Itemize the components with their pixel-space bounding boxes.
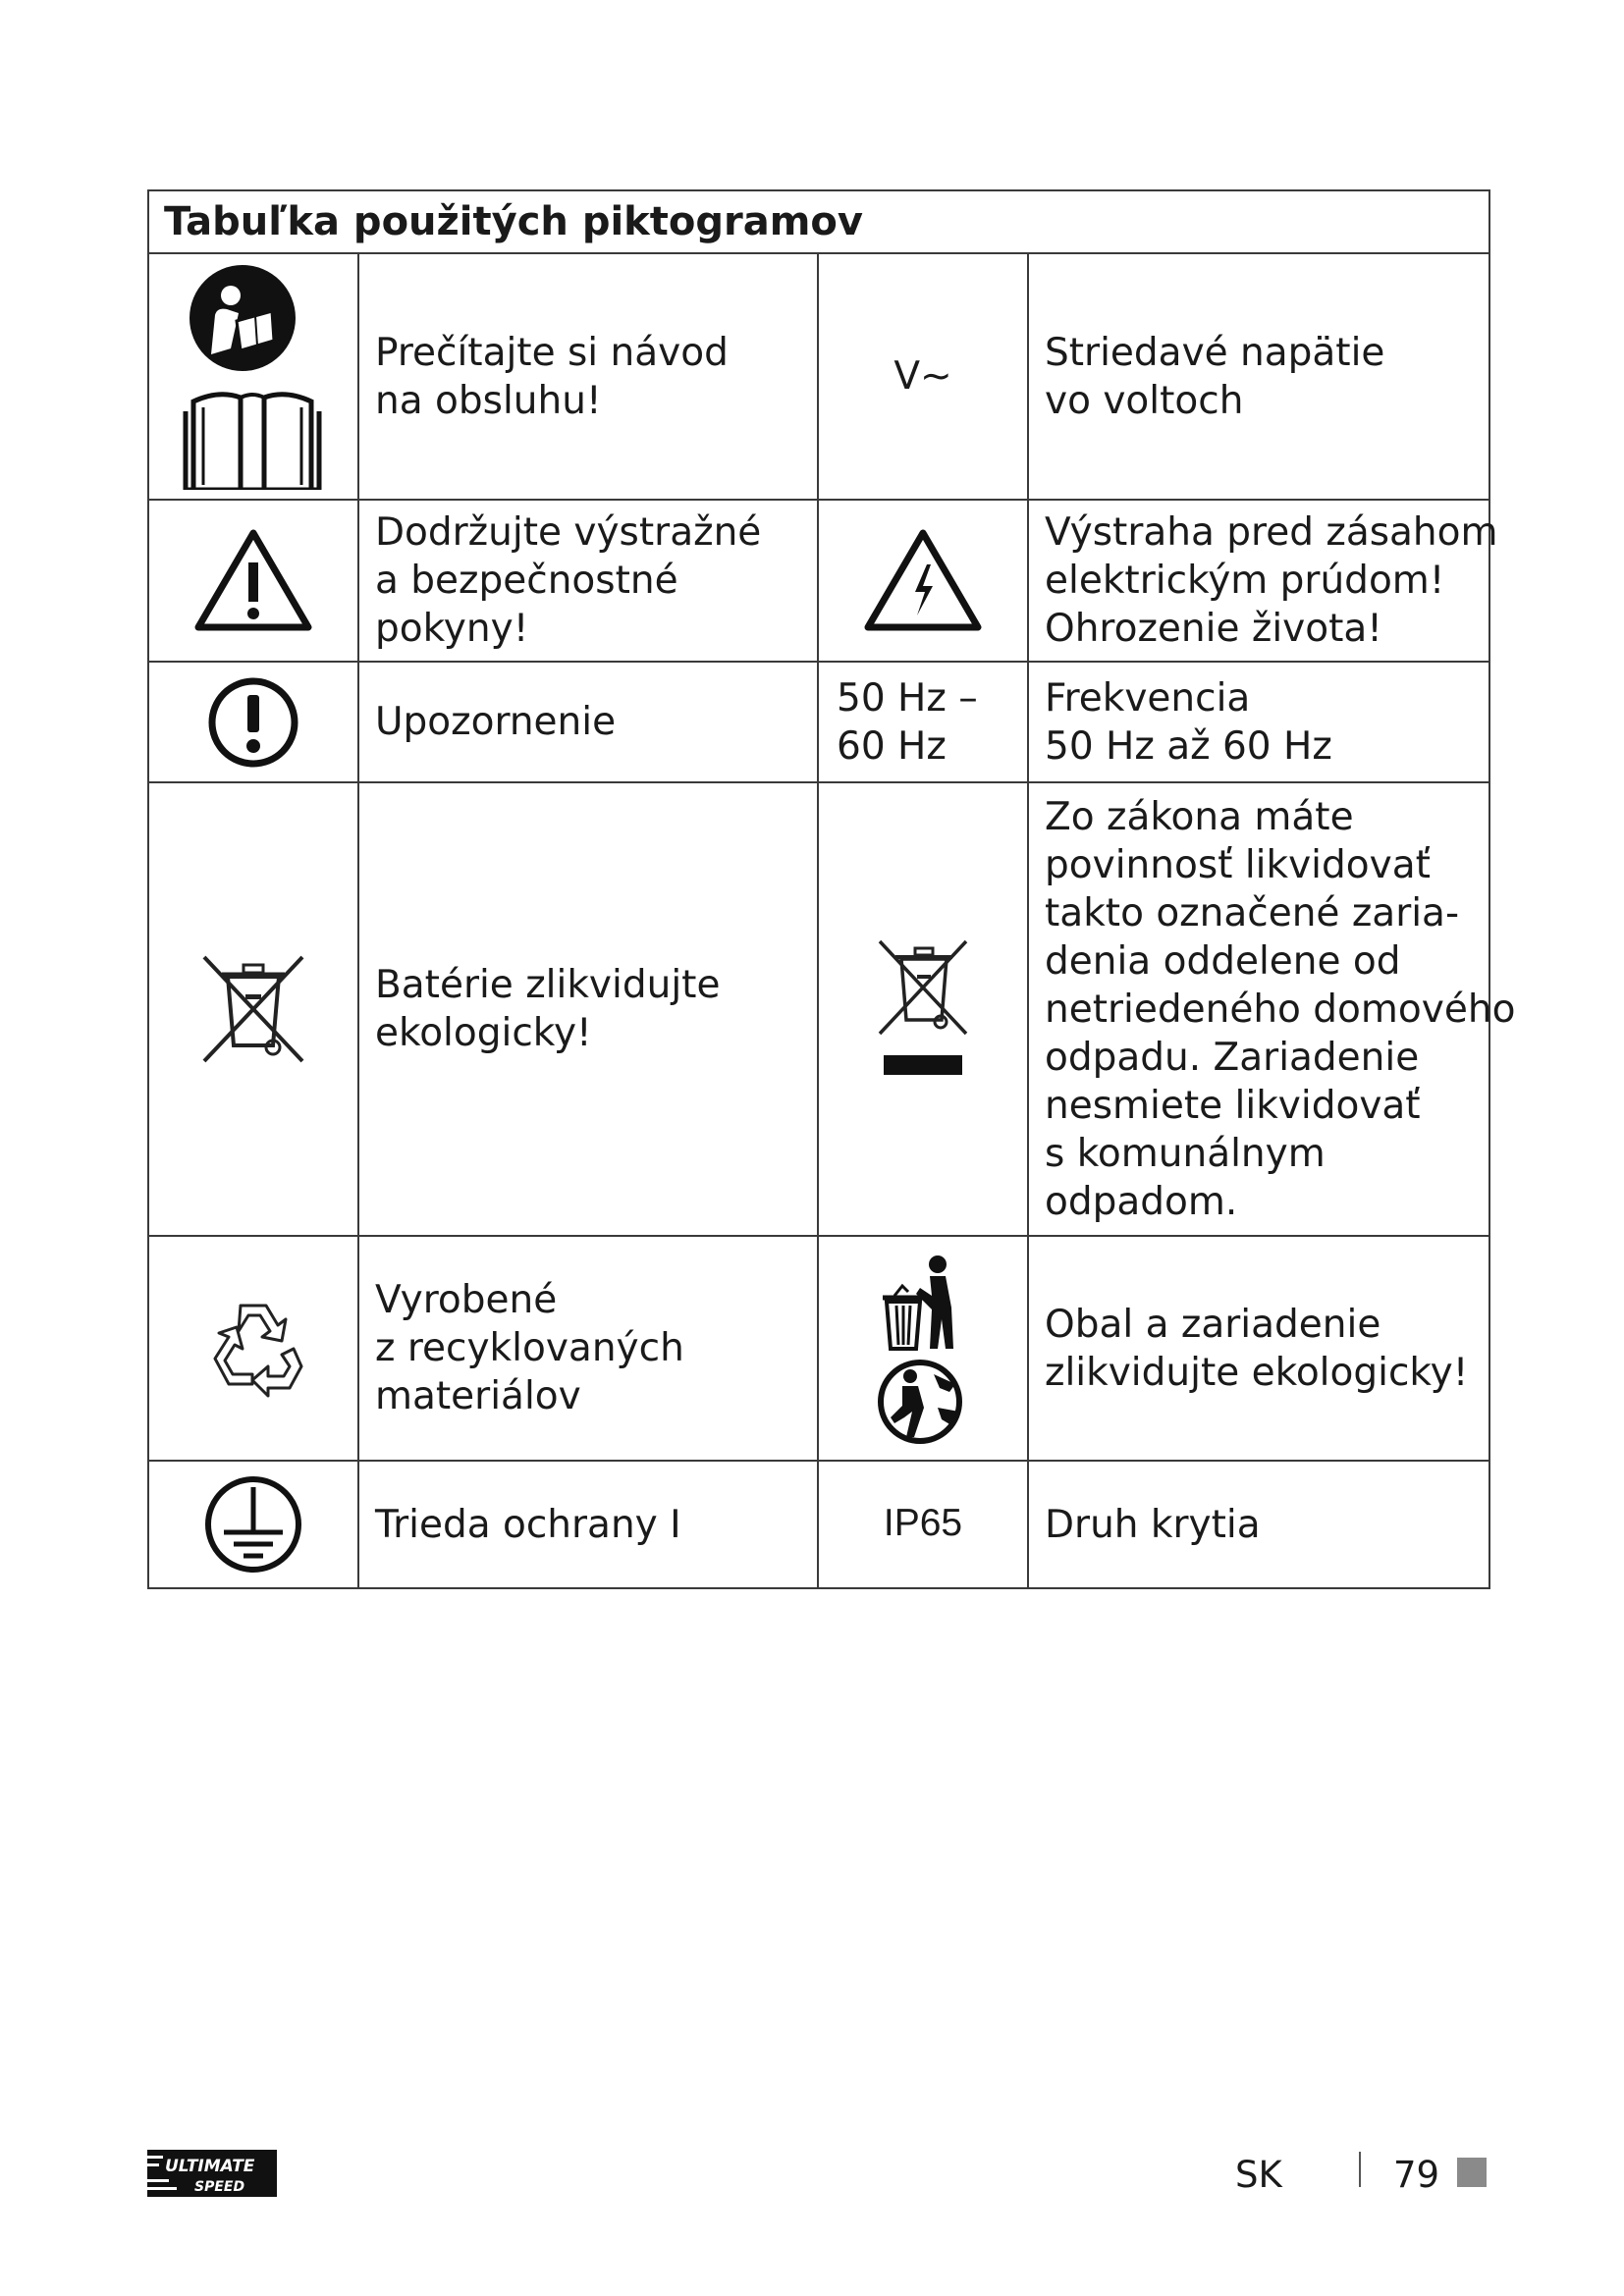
table-row [148, 500, 1489, 662]
row1-left-text-line1: Prečítajte si návod [375, 330, 729, 375]
table-row [148, 662, 1489, 782]
row4-right-text-line6: odpadu. Zariadenie [1045, 1035, 1420, 1080]
row1-symbol: V~ [818, 253, 1028, 500]
pictogram-table [147, 189, 1516, 1589]
table-row [148, 253, 1489, 500]
row2-right-text-line2: elektrickým prúdom! [1045, 559, 1445, 603]
row2-left-text-line1: Dodržujte výstražné [375, 510, 762, 555]
row5-right-text-line2: zlikvidujte ekologicky! [1045, 1350, 1469, 1395]
table-title: Tabuľka použitých piktogramov [148, 190, 1489, 253]
footer-separator [1359, 2152, 1361, 2187]
row6-right-text-line1: Druh krytia [1045, 1502, 1261, 1547]
row1-right-text-line2: vo voltoch [1045, 378, 1244, 423]
protective-earth-icon [202, 1473, 304, 1575]
row4-left-text-line1: Batérie zlikvidujte [375, 963, 721, 1007]
brand-logo [147, 2150, 277, 2201]
page-number: 79 [1393, 2154, 1440, 2196]
row2-left-text-line2: a bezpečnostné [375, 559, 678, 603]
logo-text-top: ULTIMATE [165, 2157, 255, 2176]
attention-icon [206, 675, 300, 770]
recycle-icon [199, 1298, 307, 1400]
table-row [148, 782, 1489, 1236]
row2-right-text-line1: Výstraha pred zásahom [1045, 510, 1498, 555]
row1-right-text-line1: Striedavé napätie [1045, 330, 1385, 375]
row3-right-text-line2: 50 Hz až 60 Hz [1045, 723, 1332, 769]
row4-right-text-line2: povinnosť likvidovať [1045, 842, 1431, 887]
read-manual-icon [180, 264, 327, 490]
table-row [148, 1461, 1489, 1588]
footer-language: SK [1235, 2154, 1282, 2196]
row3-left-text-line1: Upozornenie [375, 700, 617, 744]
row4-right-text-line3: takto označené zaria- [1045, 890, 1460, 935]
row4-left-text-line2: ekologicky! [375, 1011, 592, 1055]
crossed-bin-icon [198, 951, 308, 1067]
page-marker-square [1457, 2158, 1487, 2187]
row5-left-text-line2: z recyklovaných [375, 1326, 684, 1370]
row4-right-text-line8: s komunálnym [1045, 1131, 1326, 1176]
logo-text-bottom: SPEED [194, 2179, 245, 2195]
row6-left-text-line1: Trieda ochrany I [375, 1502, 681, 1547]
row4-right-text-line9: odpadom. [1045, 1179, 1238, 1224]
row5-left-text-line3: materiálov [375, 1374, 581, 1418]
row4-right-text-line7: nesmiete likvidovať [1045, 1083, 1421, 1128]
row5-right-text-line1: Obal a zariadenie [1045, 1302, 1381, 1347]
electric-shock-warning-icon [862, 527, 984, 635]
row2-right-text-line3: Ohrozenie života! [1045, 607, 1382, 651]
row3-symbol-line1: 50 Hz – [837, 675, 978, 721]
warning-triangle-icon [192, 527, 314, 635]
row2-left-text-line3: pokyny! [375, 607, 529, 651]
row6-symbol: IP65 [818, 1461, 1028, 1588]
table-row [148, 1236, 1489, 1461]
row5-left-text-line1: Vyrobené [375, 1278, 558, 1322]
row4-right-text-line1: Zo zákona máte [1045, 794, 1354, 839]
crossed-bin-with-bar-icon [874, 935, 972, 1083]
row3-symbol-line2: 60 Hz [837, 723, 947, 769]
dispose-properly-icon [869, 1251, 977, 1447]
row4-right-text-line4: denia oddelene od [1045, 938, 1401, 984]
row3-right-text-line1: Frekvencia [1045, 675, 1251, 721]
row1-left-text-line2: na obsluhu! [375, 378, 602, 423]
row4-right-text-line5: netriedeného domového [1045, 987, 1516, 1032]
